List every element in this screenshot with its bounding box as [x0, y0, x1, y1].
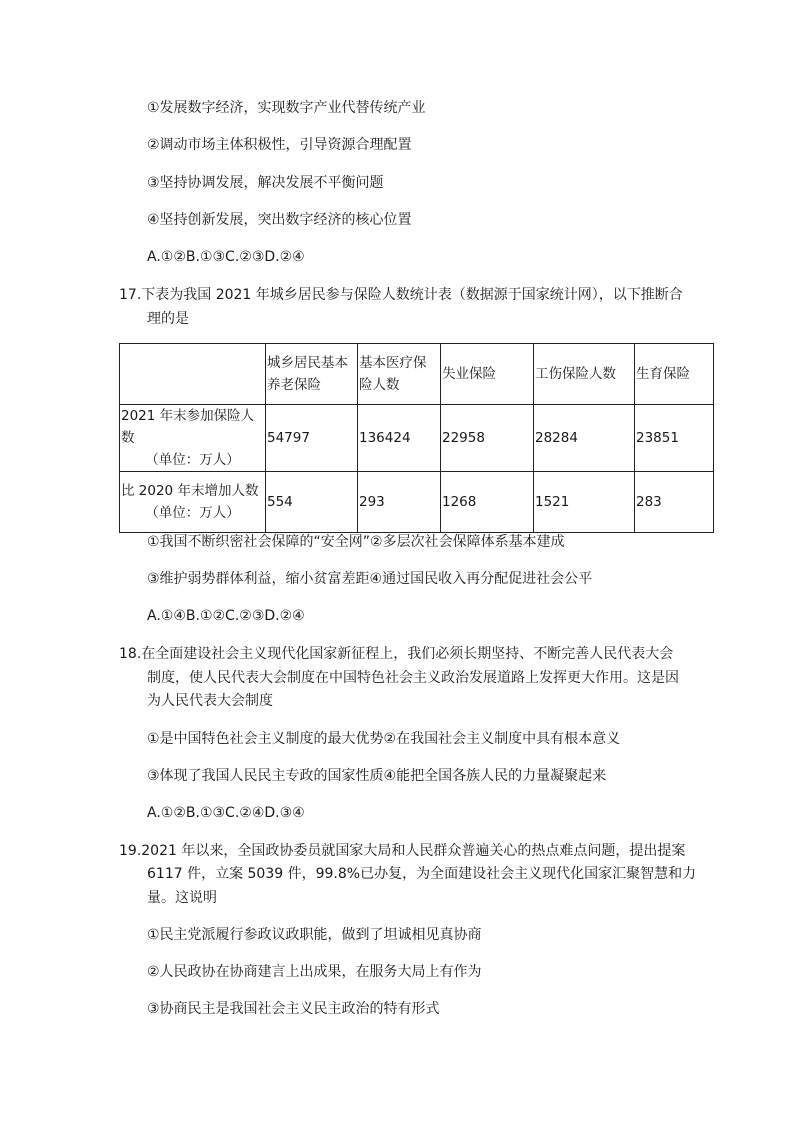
row-label-cell — [120, 472, 266, 533]
q19-stem-line1: 19.2021 年以来，全国政协委员就国家大局和人民群众普遍关心的热点难点问题，提出提案 — [119, 843, 686, 859]
q18-stem-line1: 18.在全面建设社会主义现代化国家新征程上，我们必须长期坚持、不断完善人民代表大会 — [119, 646, 674, 662]
q17-stem-line2: 理的是 — [147, 311, 189, 327]
table-cell: 293 — [358, 472, 441, 533]
q19-option-3: ③协商民主是我国社会主义民主政治的特有形式 — [147, 1001, 440, 1017]
row-label-cell — [120, 405, 266, 472]
header-cell: 基本医疗保险人数 — [358, 344, 441, 405]
q19-option-2: ②人民政协在协商建言上出成果，在服务大局上有作为 — [147, 964, 482, 980]
table-cell: 136424 — [358, 405, 441, 472]
q16-option-1: ①发展数字经济，实现数字产业代替传统产业 — [147, 100, 426, 116]
table-cell: 554 — [266, 472, 358, 533]
row-label: 2021 年末参加保险人数 — [121, 408, 255, 446]
q17-options-line2: ③维护弱势群体利益，缩小贫富差距④通过国民收入再分配促进社会公平 — [147, 571, 593, 587]
row-label: 比 2020 年末增加人数 — [121, 483, 259, 499]
q16-option-3: ③坚持协调发展，解决发展不平衡问题 — [147, 175, 384, 191]
q16-option-4: ④坚持创新发展，突出数字经济的核心位置 — [147, 212, 412, 228]
q16-answer-choices: A.①②B.①③C.②③D.②④ — [147, 249, 305, 265]
table-row — [120, 472, 714, 533]
table-row — [120, 405, 714, 472]
q19-stem-line2: 6117 件，立案 5039 件，99.8%已办复，为全面建设社会主义现代化国家汇聚智慧和力 — [147, 866, 697, 882]
table-cell: 28284 — [534, 405, 635, 472]
header-cell: 生育保险 — [635, 344, 714, 405]
q18-answer-choices: A.①②B.①③C.②④D.③④ — [147, 805, 305, 821]
q16-option-2: ②调动市场主体积极性，引导资源合理配置 — [147, 137, 412, 153]
table-corner-cell — [120, 344, 266, 405]
table-cell: 23851 — [635, 405, 714, 472]
row-unit: （单位：万人） — [145, 505, 240, 521]
insurance-stats-table — [119, 343, 714, 533]
header-cell: 城乡居民基本养老保险 — [266, 344, 358, 405]
q17-options-line1: ①我国不断织密社会保障的“安全网”②多层次社会保障体系基本建成 — [147, 534, 565, 550]
table-cell: 54797 — [266, 405, 358, 472]
header-cell: 工伤保险人数 — [534, 344, 635, 405]
q19-option-1: ①民主党派履行参政议政职能，做到了坦诚相见真协商 — [147, 927, 482, 943]
table-cell: 283 — [635, 472, 714, 533]
q18-options-line2: ③体现了我国人民民主专政的国家性质④能把全国各族人民的力量凝聚起来 — [147, 768, 607, 784]
q18-options-line1: ①是中国特色社会主义制度的最大优势②在我国社会主义制度中具有根本意义 — [147, 731, 621, 747]
q17-stem-line1: 17.下表为我国 2021 年城乡居民参与保险人数统计表（数据源于国家统计网），以下推断合 — [119, 287, 683, 303]
table-cell: 22958 — [441, 405, 534, 472]
header-cell: 失业保险 — [441, 344, 534, 405]
table-cell: 1268 — [441, 472, 534, 533]
q19-stem-line3: 量。这说明 — [147, 890, 217, 906]
q18-stem-line2: 制度，使人民代表大会制度在中国特色社会主义政治发展道路上发挥更大作用。这是因 — [147, 670, 679, 686]
q17-answer-choices: A.①④B.①②C.②③D.②④ — [147, 608, 305, 624]
table-cell: 1521 — [534, 472, 635, 533]
table-header-row — [120, 344, 714, 405]
row-unit: （单位：万人） — [145, 452, 240, 468]
q18-stem-line3: 为人民代表大会制度 — [147, 693, 273, 709]
